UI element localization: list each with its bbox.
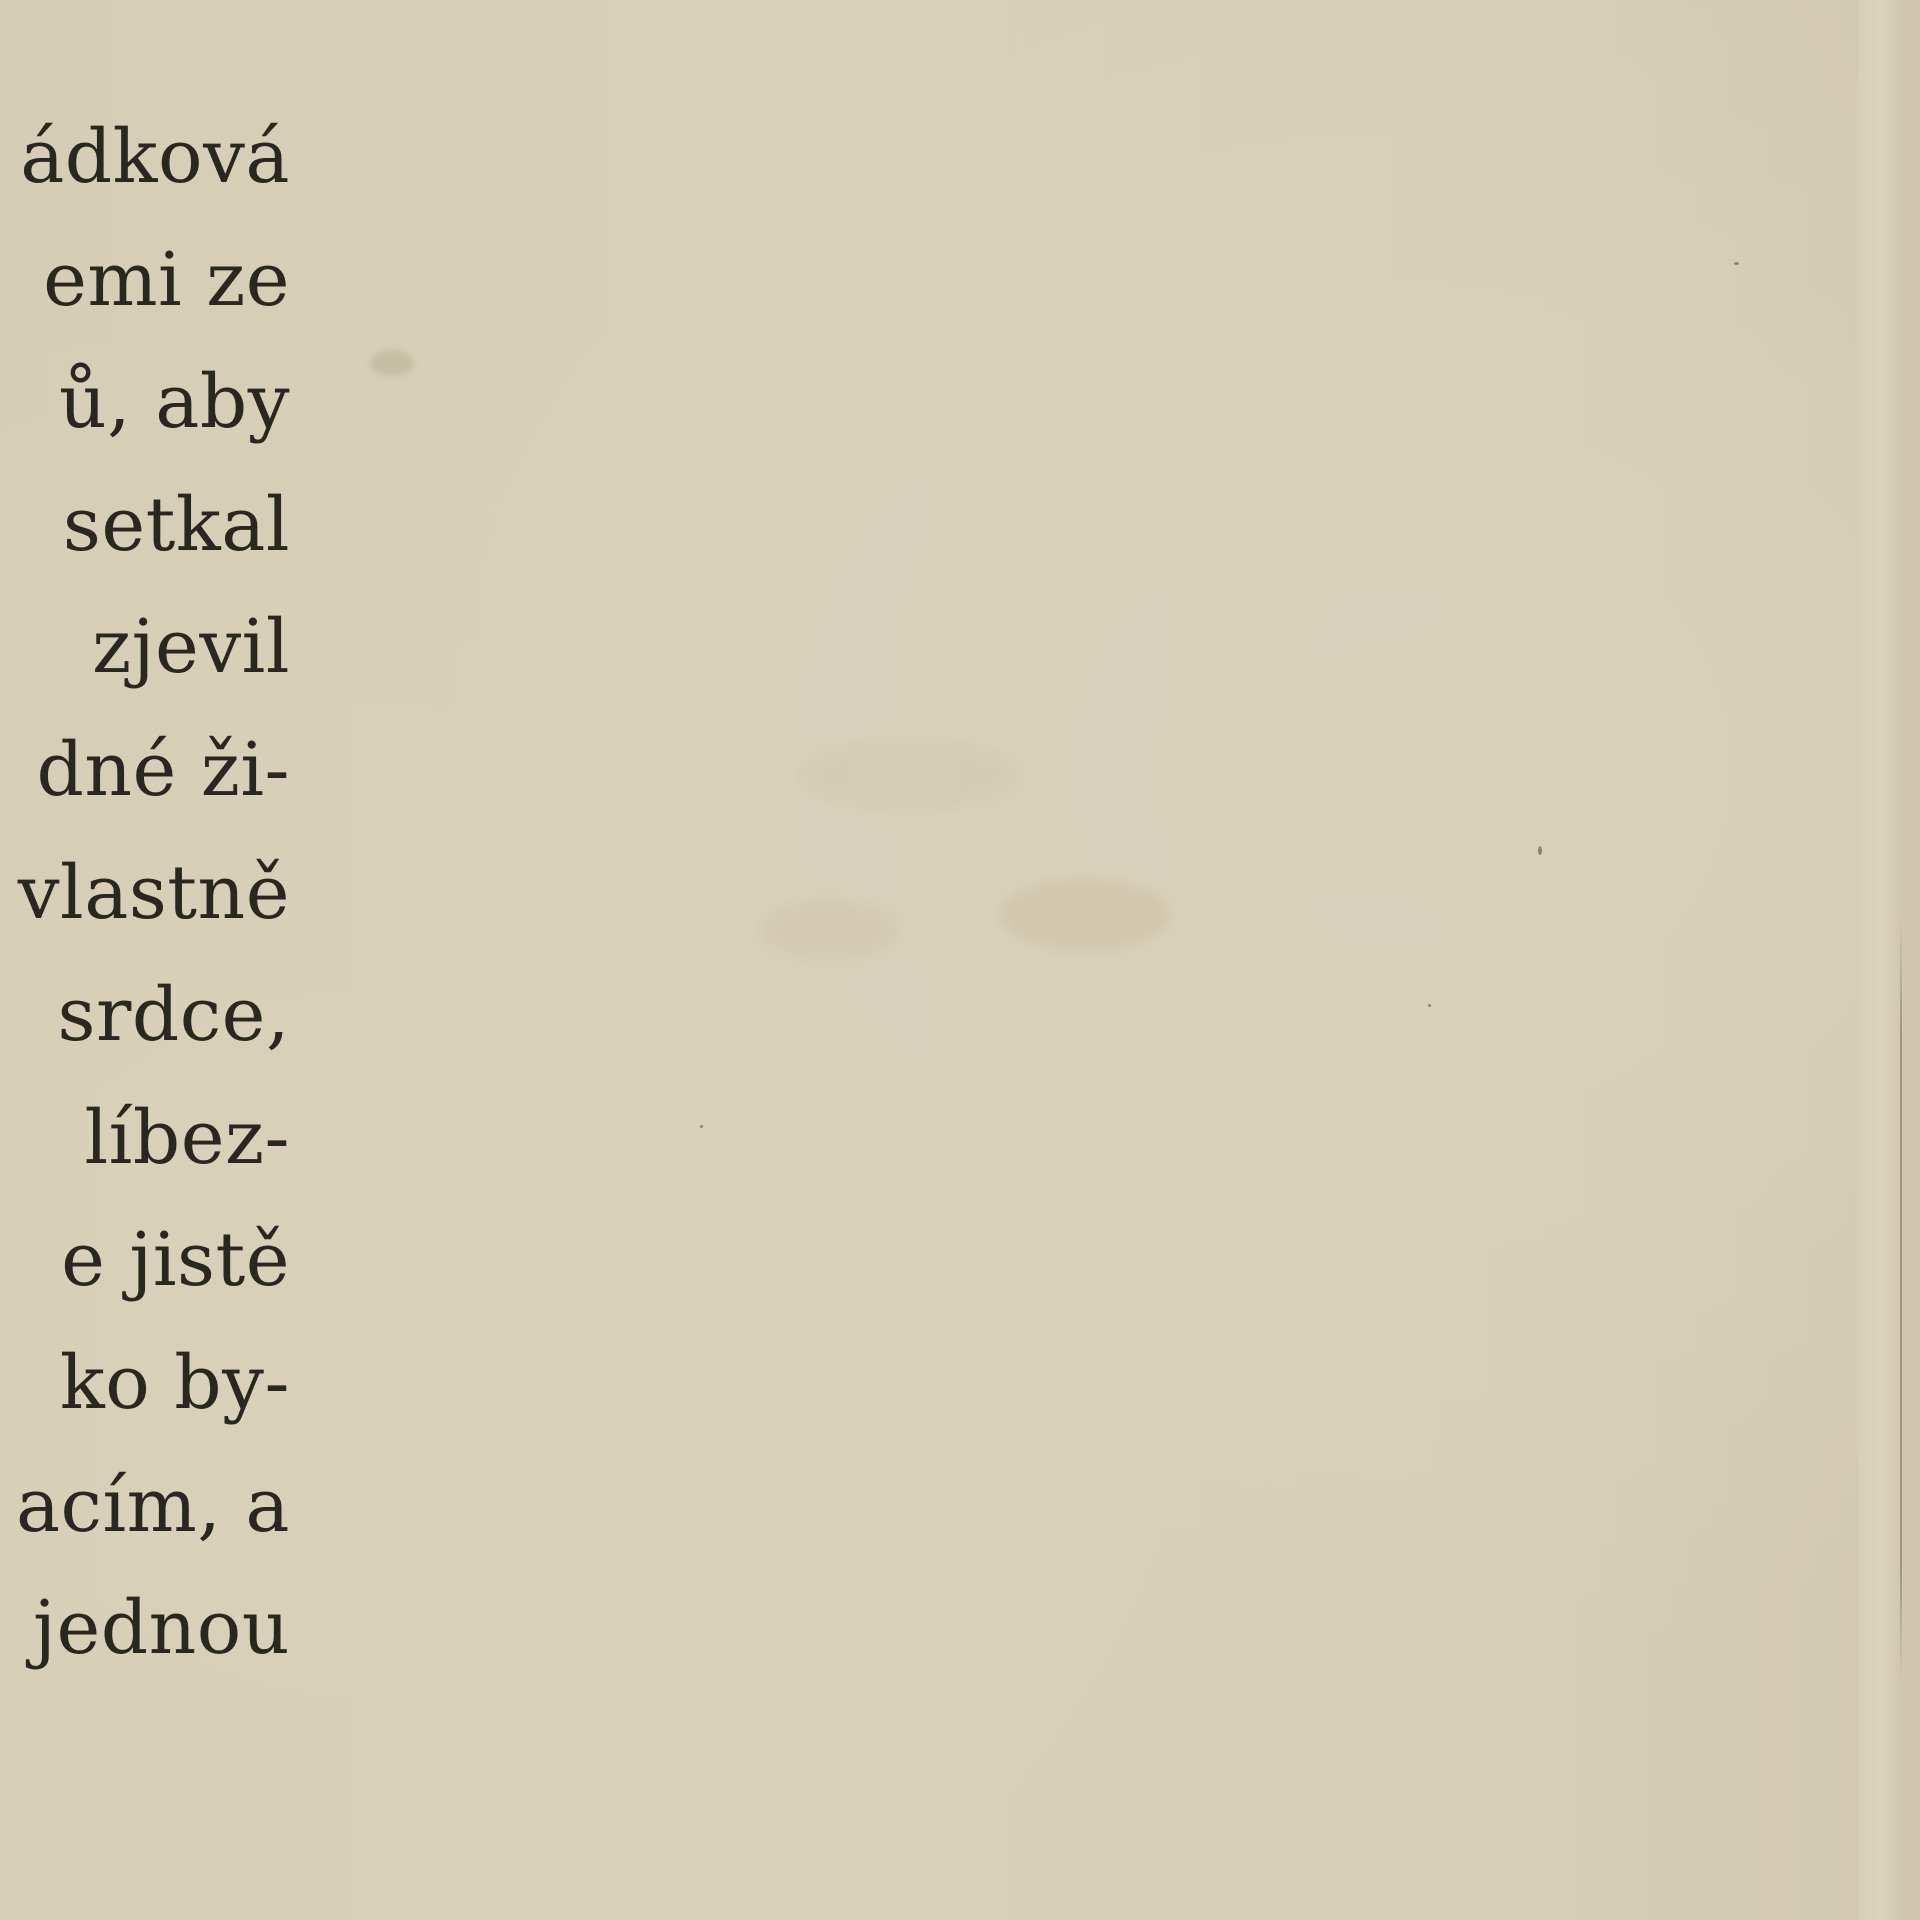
paper-speck [1734,262,1739,265]
text-line: zjevil [92,604,290,691]
text-line: acím, a [15,1462,290,1549]
text-line: dné ži- [36,726,290,813]
text-line: emi ze [43,236,290,323]
paper-stain [1000,880,1170,950]
paper-speck [1538,846,1542,855]
text-line: ádková [20,114,290,200]
text-column [0,114,290,1718]
paper-stain [800,740,1020,810]
text-line: ů, aby [59,359,290,446]
paper-stain [760,900,900,960]
paper-stain [370,350,414,376]
text-line: ko by- [59,1339,290,1426]
text-line: jednou [33,1585,290,1672]
paper-speck [700,1125,703,1128]
text-line: líbez- [84,1094,290,1181]
text-line: setkal [62,481,290,568]
text-line: e jistě [61,1217,290,1304]
text-line: srdce, [57,972,290,1059]
text-line: vlastně [17,849,290,936]
page-edge [1858,0,1920,1920]
paper-speck [1428,1004,1431,1007]
binding-line [1900,920,1902,1680]
